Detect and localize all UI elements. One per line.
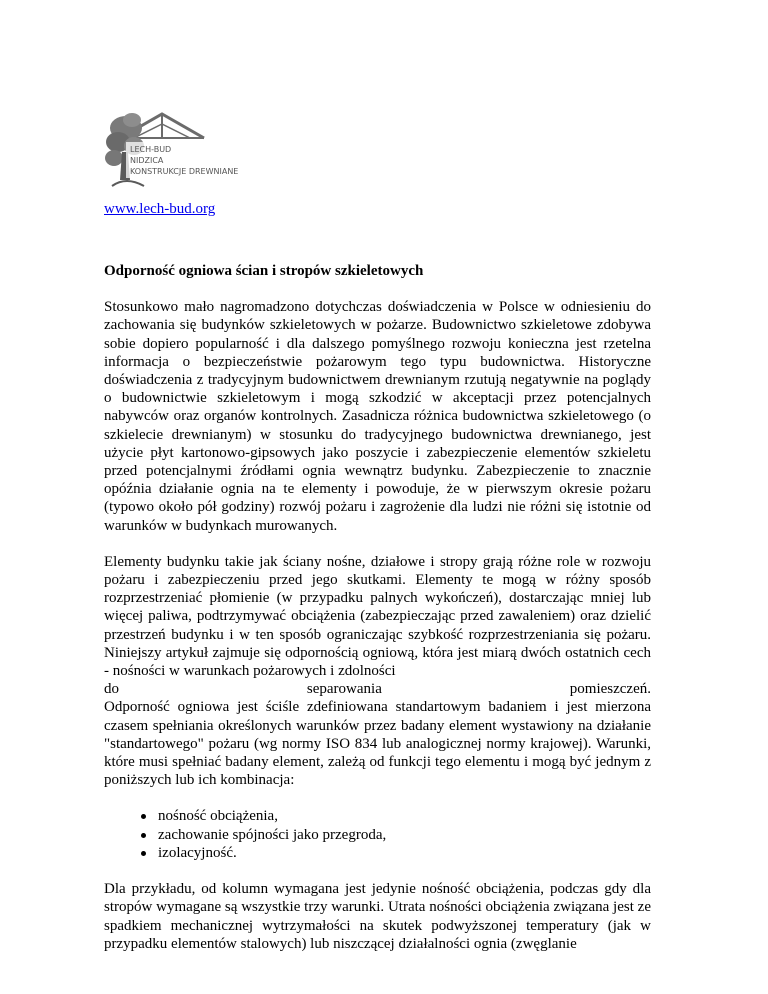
paragraph-2-word-1: do (104, 681, 119, 698)
list-item: izolacyjność. (158, 844, 651, 862)
logo-line-3: KONSTRUKCJE DREWNIANE (130, 167, 239, 176)
paragraph-1: Stosunkowo mało nagromadzono dotychczas doświadczenia w Polsce w odniesieniu do zachowania się budynków szkieletowych w pożarze. Budownictwo szkieletowe zdobywa sobie dopiero popularność i dla dalszego pomyślnego rozwoju konieczna jest rzetelna informacja o bezpieczeństwie pożarowym tego typu budownictwa. Historyczne doświadczenia z tradycyjnym budownictwem drewnianym rzutują negatywnie na poglądy o budownictwie szkieletowym i mogą szkodzić w akceptacji przez potencjalnych nabywców oraz organów kontrolnych. Zasadnicza różnica budownictwa szkieletowego (o szkielecie drewnianym) w stosunku do tradycyjnego budownictwa drewnianego, jest użycie płyt kartonowo-gipsowych jako poszycie i zabezpieczenie elementów szkieletu przed potencjalnymi źródłami ognia wewnątrz budynku. Zabezpieczenie to znacznie opóźnia działanie ognia na te elementy i powoduje, że w pierwszym okresie pożaru (typowo około pół godziny) rozwój pożaru i zagrożenie dla ludzi nie różni się istotnie od warunków w budynkach murowanych. (104, 299, 651, 534)
paragraph-2-word-3: pomieszczeń. (569, 681, 651, 698)
logo-line-2: NIDZICA (130, 156, 164, 165)
article-body (104, 262, 651, 971)
conditions-list (104, 807, 651, 862)
tree-and-roof-logo-icon (104, 106, 264, 188)
paragraph-2: Elementy budynku takie jak ściany nośne, działowe i stropy grają różne role w rozwoju pożaru i zabezpieczeniu przed jego skutkami. Elementy te mogą w różny sposób rozprzestrzeniać płomienie (w przypadku palnych wykończeń), dostarczając mniej lub więcej paliwa, podtrzymywać obciążenia (zabezpieczając przed zawaleniem) oraz dzielić przestrzeń budynku i w ten sposób ograniczając szybkość rozprzestrzeniania się pożaru. Niniejszy artykuł zajmuje się odpornością ogniową, która jest miarą dwóch ostatnich cech - nośności w warunkach pożarowych i zdolności (104, 553, 651, 680)
paragraph-2-word-2: separowania (306, 681, 382, 698)
website-link[interactable]: www.lech-bud.org (104, 201, 216, 217)
list-item: nośność obciążenia, (158, 807, 651, 825)
paragraph-2-last-line (104, 680, 651, 698)
list-item: zachowanie spójności jako przegroda, (158, 826, 651, 844)
paragraph-4: Dla przykładu, od kolumn wymagana jest jedynie nośność obciążenia, podczas gdy dla stropów wymagane są wszystkie trzy warunki. Utrata nośności obciążenia związana jest ze spadkiem mechanicznej wytrzymałości na skutek podwyższonej temperatury (jak w przypadku elementów stalowych) lub niszczącej działalności ognia (zwęglanie (104, 881, 651, 952)
article-title: Odporność ogniowa ścian i stropów szkieletowych (104, 263, 424, 279)
paragraph-3: Odporność ogniowa jest ściśle zdefiniowana standartowym badaniem i jest mierzona czasem spełniania określonych warunków przez badany element wystawiony na działanie "standartowego" pożaru (wg normy ISO 834 lub analogicznej normy krajowej). Warunki, które musi spełniać badany element, zależą od funkcji tego elementu i mogą być jednym z poniższych lub ich kombinacja: (104, 699, 651, 789)
logo-line-1: LECH-BUD (130, 145, 172, 154)
company-logo (104, 106, 264, 188)
